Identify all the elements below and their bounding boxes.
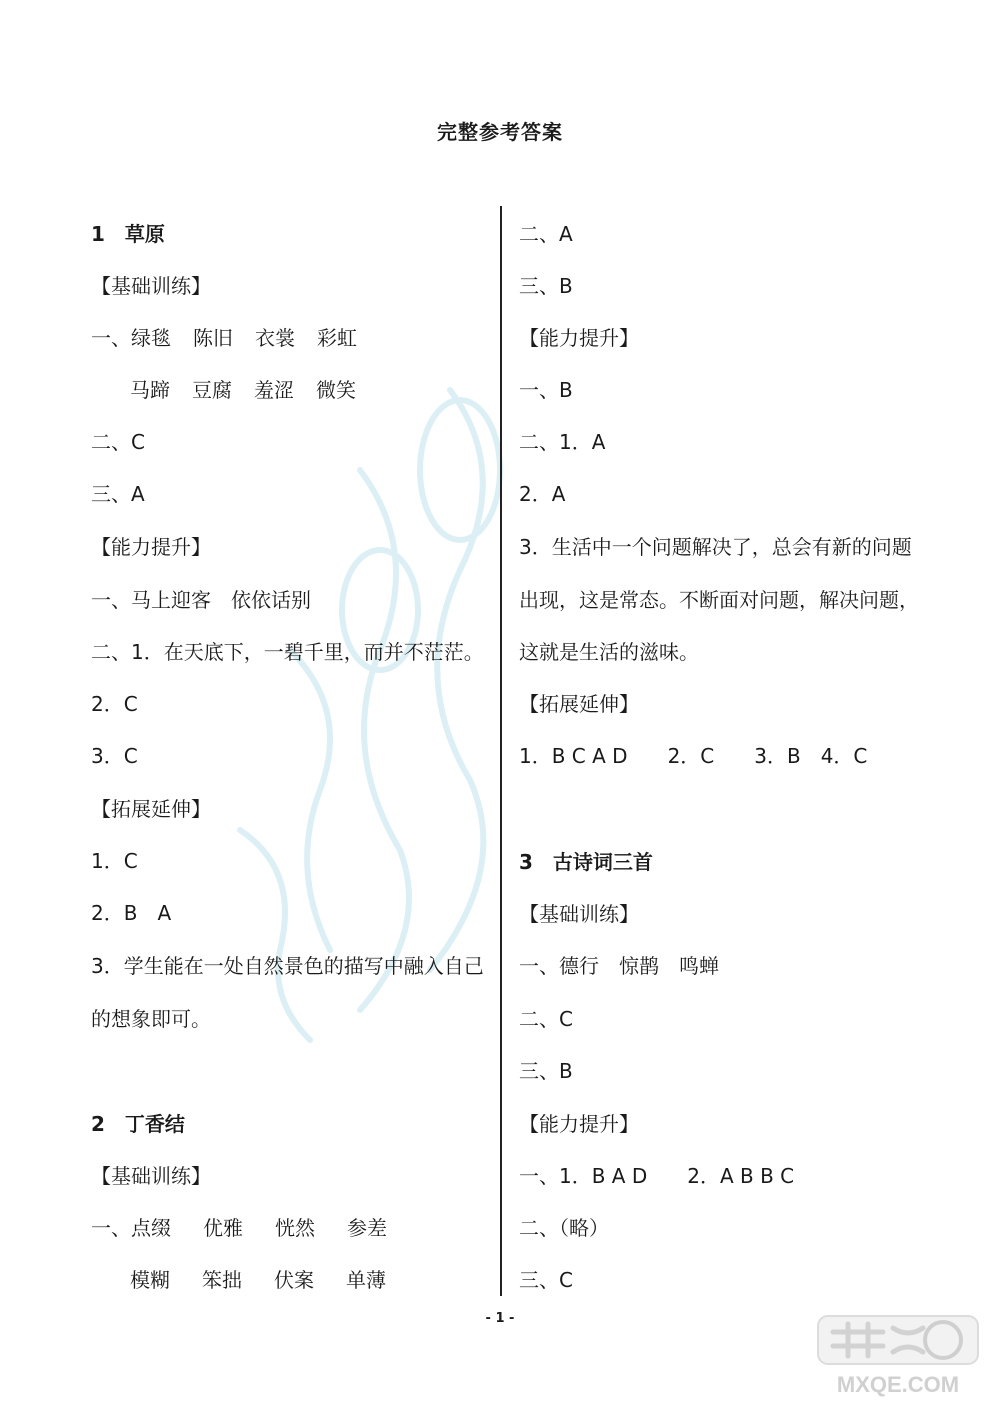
column-divider: [500, 206, 502, 1296]
word: 模糊: [130, 1268, 170, 1292]
sec1-e1: 1．C: [91, 849, 138, 873]
extend-label: 【拓展延伸】: [91, 797, 211, 821]
sec2-a3: 2．A: [519, 482, 566, 506]
ability-label: 【能力提升】: [91, 535, 211, 559]
section-2-heading: [91, 1110, 185, 1138]
section-1-heading: [91, 220, 165, 248]
word: 微笑: [316, 378, 356, 402]
sec2-q1-row2: [130, 1266, 386, 1294]
sec1-q1-row1: [91, 324, 357, 352]
sec3-a1: 一、1．B A D 2．A B B C: [519, 1164, 795, 1188]
watermark-graphic: [210, 350, 530, 1050]
sec2-a4-line1: 3．生活中一个问题解决了，总会有新的问题: [519, 535, 912, 559]
sec2-q3: 三、B: [519, 274, 573, 298]
sec1-e3-line1: 3．学生能在一处自然景色的描写中融入自己: [91, 954, 484, 978]
sec2-a4-line3: 这就是生活的滋味。: [519, 640, 699, 664]
site-watermark-logo: [808, 1312, 988, 1402]
basic-training-label: 【基础训练】: [91, 274, 211, 298]
sec1-q2: 二、C: [91, 430, 145, 454]
sec3-a3: 三、C: [519, 1268, 573, 1292]
section-3-title: 古诗词三首: [552, 850, 653, 874]
sec2-a2: 二、1．A: [519, 430, 606, 454]
sec2-e1: 1．B C A D 2．C 3．B 4．C: [519, 744, 868, 768]
section-3-number: 3: [519, 850, 533, 874]
sec1-a1: 一、马上迎客 依依话别: [91, 588, 311, 612]
sec1-q3: 三、A: [91, 482, 145, 506]
sec1-a3: 2．C: [91, 692, 138, 716]
word: 单薄: [346, 1268, 386, 1292]
q1-label: 一、: [91, 1216, 131, 1240]
word: 绿毯: [131, 326, 171, 350]
word: 点缀: [131, 1216, 171, 1240]
sec3-q2: 二、C: [519, 1007, 573, 1031]
word: 参差: [347, 1216, 387, 1240]
word: 马蹄: [130, 378, 170, 402]
word: 衣裳: [255, 326, 295, 350]
extend-label: 【拓展延伸】: [519, 692, 639, 716]
sec1-a2: 二、1．在天底下，一碧千里，而并不茫茫。: [91, 640, 484, 664]
sec3-q1: 一、德行 惊鹊 鸣蝉: [519, 954, 719, 978]
sec2-q1-row1: [91, 1214, 387, 1242]
section-1-title: 草原: [124, 222, 165, 246]
sec3-q3: 三、B: [519, 1059, 573, 1083]
sec2-q2: 二、A: [519, 222, 573, 246]
word: 笨拙: [202, 1268, 242, 1292]
sec2-a4-line2: 出现，这是常态。不断面对问题，解决问题，: [519, 588, 919, 612]
basic-training-label: 【基础训练】: [91, 1164, 211, 1188]
word: 伏案: [274, 1268, 314, 1292]
page-number: - 1 -: [485, 1311, 515, 1326]
page-title: 完整参考答案: [437, 120, 563, 144]
word: 羞涩: [254, 378, 294, 402]
sec3-a2: 二、（略）: [519, 1216, 609, 1240]
sec1-e2: 2．B A: [91, 901, 172, 925]
q1-label: 一、: [91, 326, 131, 350]
word: 恍然: [275, 1216, 315, 1240]
ability-label: 【能力提升】: [519, 326, 639, 350]
section-1-number: 1: [91, 222, 105, 246]
sec1-e3-line2: 的想象即可。: [91, 1007, 211, 1031]
watermark-text: MXQE.COM: [836, 1372, 960, 1397]
basic-training-label: 【基础训练】: [519, 902, 639, 926]
word: 陈旧: [193, 326, 233, 350]
section-3-heading: [519, 848, 653, 876]
word: 豆腐: [192, 378, 232, 402]
word: 优雅: [203, 1216, 243, 1240]
ability-label: 【能力提升】: [519, 1112, 639, 1136]
word: 彩虹: [317, 326, 357, 350]
section-2-title: 丁香结: [124, 1112, 185, 1136]
section-2-number: 2: [91, 1112, 105, 1136]
sec1-a4: 3．C: [91, 744, 138, 768]
sec2-a1: 一、B: [519, 378, 573, 402]
sec1-q1-row2: [130, 376, 356, 404]
